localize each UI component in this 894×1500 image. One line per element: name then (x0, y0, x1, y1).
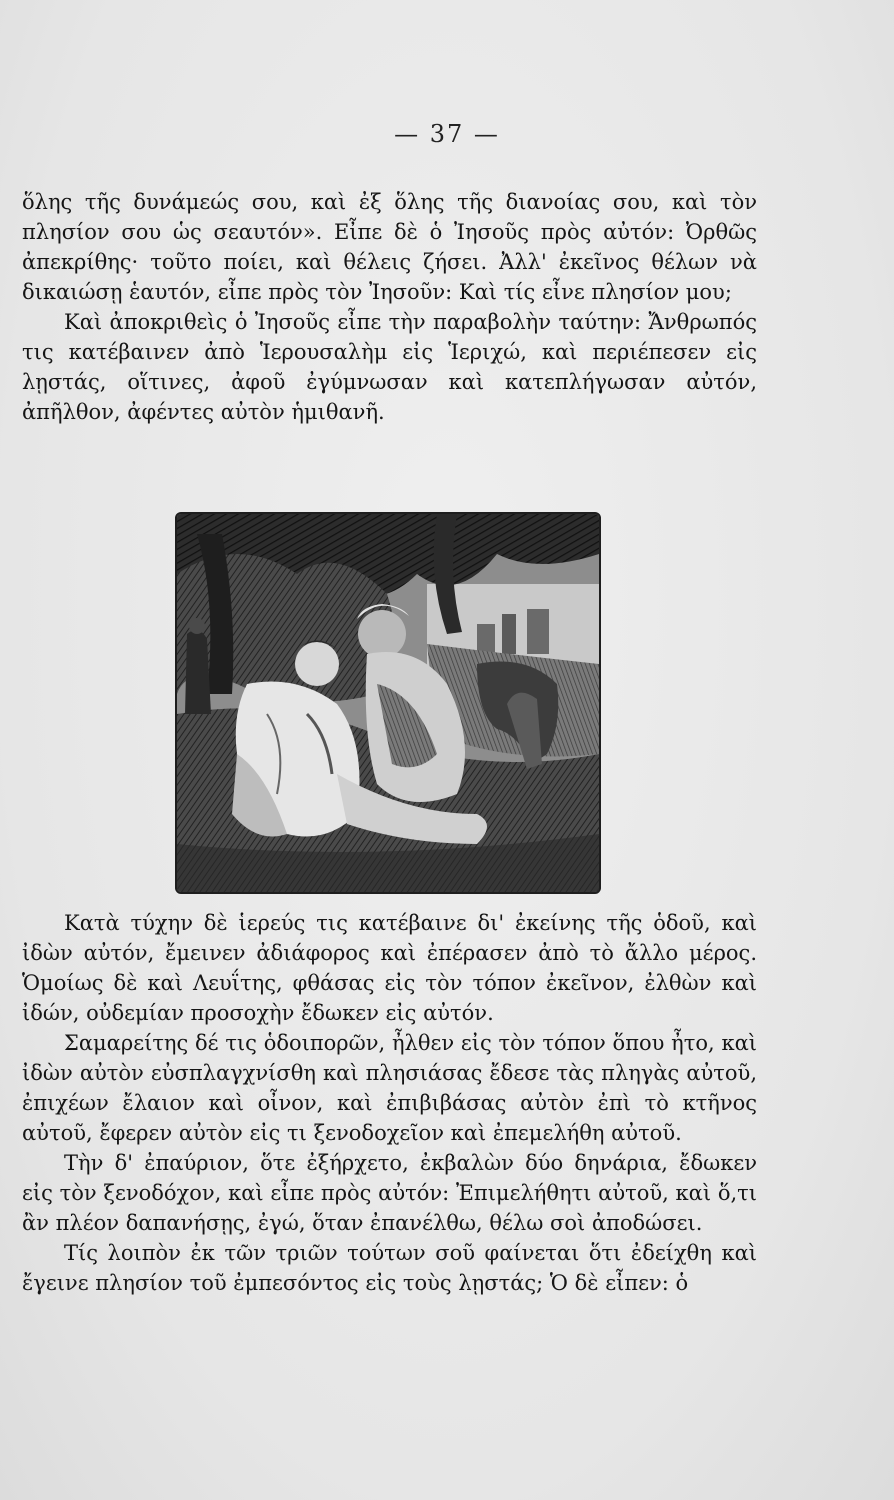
page-number: — 37 — (394, 120, 500, 148)
paragraph-2: Καὶ ἀποκριθεὶς ὁ Ἰησοῦς εἶπε τὴν παραβολὴν ταύτην: Ἄνθρωπός τις κατέβαινεν ἀπὸ Ἱερουσαλὴμ εἰς Ἱεριχώ, καὶ περιέπεσεν εἰς λῃστάς, οἵτινες, ἀφοῦ ἐγύμνωσαν καὶ κατεπλήγωσαν αὐτόν, ἀπῆλθον, ἀφέντες αὐτὸν ἡμιθανῆ. (22, 310, 757, 424)
text-block-bottom (22, 908, 757, 1298)
paragraph-3: Κατὰ τύχην δὲ ἱερεύς τις κατέβαινε δι' ἐκείνης τῆς ὁδοῦ, καὶ ἰδὼν αὐτόν, ἔμεινεν ἀδιάφορος καὶ ἐπέρασεν ἀπὸ τὸ ἄλλο μέρος. Ὁμοίως δὲ καὶ Λευΐτης, φθάσας εἰς τὸν τόπον ἐκεῖνον, ἐλθὼν καὶ ἰδών, οὐδεμίαν προσοχὴν ἔδωκεν εἰς αὐτόν. (22, 911, 757, 1025)
paragraph-6: Τίς λοιπὸν ἐκ τῶν τριῶν τούτων σοῦ φαίνεται ὅτι ἐδείχθη καὶ ἔγεινε πλησίον τοῦ ἐμπεσόντος εἰς τοὺς λῃστάς; Ὁ δὲ εἶπεν: ὁ (22, 1241, 757, 1295)
paragraph-1: ὅλης τῆς δυνάμεώς σου, καὶ ἐξ ὅλης τῆς διανοίας σου, καὶ τὸν πλησίον σου ὡς σεαυτόν». Εἶπε δὲ ὁ Ἰησοῦς πρὸς αὐτόν: Ὀρθῶς ἀπεκρίθης· τοῦτο ποίει, καὶ θέλεις ζήσει. Ἀλλ' ἐκεῖνος θέλων νὰ δικαιώσῃ ἑαυτόν, εἶπε πρὸς τὸν Ἰησοῦν: Καὶ τίς εἶνε πλησίον μου; (22, 190, 757, 304)
engraving-icon (177, 514, 599, 892)
paragraph-4: Σαμαρείτης δέ τις ὁδοιπορῶν, ἦλθεν εἰς τὸν τόπον ὅπου ἦτο, καὶ ἰδὼν αὐτὸν εὐσπλαγχνίσθη καὶ πλησιάσας ἔδεσε τὰς πληγὰς αὐτοῦ, ἐπιχέων ἔλαιον καὶ οἶνον, καὶ ἐπιβιβάσας αὐτὸν ἐπὶ τὸ κτῆνος αὐτοῦ, ἔφερεν αὐτὸν εἰς τι ξενοδοχεῖον καὶ ἐπεμελήθη αὐτοῦ. (22, 1031, 757, 1145)
text-block-top (22, 187, 757, 427)
engraving-good-samaritan-illustration (175, 512, 601, 894)
paragraph-5: Τὴν δ' ἐπαύριον, ὅτε ἐξήρχετο, ἐκβαλὼν δύο δηνάρια, ἔδωκεν εἰς τὸν ξενοδόχον, καὶ εἶπε πρὸς αὐτόν: Ἐπιμελήθητι αὐτοῦ, καὶ ὅ,τι ἂν πλέον δαπανήσῃς, ἐγώ, ὅταν ἐπανέλθω, θέλω σοὶ ἀποδώσει. (22, 1151, 757, 1235)
